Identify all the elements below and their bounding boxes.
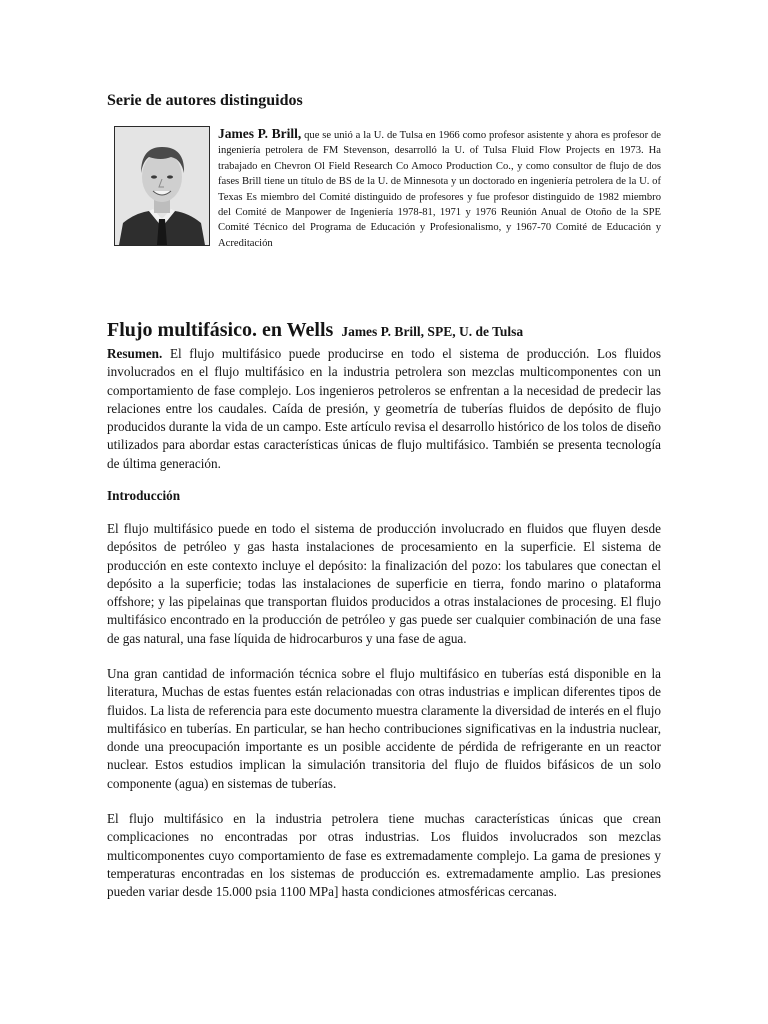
body-paragraph: Una gran cantidad de información técnica sobre el flujo multifásico en tuberías está disponible en la literatura, Muchas de estas fuentes están relacionadas con otras industrias e implican diferentes tipos de fluidos. La lista de referencia para este documento muestra claramente la diversidad de interés en el flujo multifásico en tuberías. En particular, se han hecho contribuciones significativas en la industria nuclear, donde una preocupación importante es un posible accidente de pérdida de refrigerante en un reactor nuclear. Estos estudios implican la simulación transitoria del flujo de fluidos bifásicos de un solo componente (agua) en sistemas de tuberías. xyxy=(107,666,662,791)
abstract-paragraph xyxy=(107,345,661,473)
article-title-main: Flujo multifásico. en Wells xyxy=(107,319,334,341)
article-byline: James P. Brill, SPE, U. de Tulsa xyxy=(341,324,524,339)
abstract-label: Resumen. xyxy=(107,346,163,361)
article-title xyxy=(107,307,523,344)
portrait-illustration xyxy=(115,127,209,245)
body-paragraph: El flujo multifásico puede en todo el sistema de producción involucrado en fluidos que fluyen desde depósitos de petróleo y gas hasta instalaciones de procesamiento en la superficie. El sistema de producción en este contexto incluye el depósito: la finalización del pozo: los tabulares que conectan el depósito a la superficie; todas las instalaciones de superficie en tierra, fondo marino o plataforma offshore; y las pipelainas que transportan fluidos producidos a otras instalaciones de procesing. El flujo multifásico encontrado en la producción de petróleo y gas puede ser cualquier combinación de una fase de gas natural, una fase líquida de hidrocarburos y una fase de agua. xyxy=(107,521,661,646)
body-paragraph: El flujo multifásico en la industria petrolera tiene muchas características únicas que crean complicaciones no encontradas por otras industrias. Los fluidos involucrados son mezclas multicomponentes cuyo comportamiento de fase es extremadamente complejo. La gama de presiones y temperaturas encontradas en los sistemas de producción es. extremadamente amplio. Las presiones pueden variar desde 15.000 psia 1100 MPa] hasta condiciones atmosféricas cercanas. xyxy=(107,811,661,900)
author-name: James P. Brill, xyxy=(218,126,302,141)
author-bio xyxy=(218,126,661,251)
intro-heading: Introducción xyxy=(107,488,181,503)
author-bio-text: que se unió a la U. de Tulsa en 1966 como profesor asistente y ahora es profesor de ingeniería petrolera de FM Stevenson, desarrolló la U. of Tulsa Fluid Flow Projects en 1973. Ha trabajado en Chevron Ol Field Research Co Amoco Production Co., y como consultor de flujo de dos fases Brill tiene un título de BS de la U. de Minnesota y un doctorado en ingeniería petrolera de la U. of Texas Es miembro del Comité distinguido de profesores y fue profesor distinguido de 1982 miembro del Comité de Manpower de Ingeniería 1978-81, 1971 y 1976 Reunión Anual de Otoño de la SPE Comité Técnico del Programa de Educación y Profesionalismo, y 1967-70 Comité de Educación y Acreditación xyxy=(218,130,661,249)
abstract-text: El flujo multifásico puede producirse en todo el sistema de producción. Los fluidos involucrados en el flujo multifásico en la industria petrolera son mezclas multicomponentes con un comportamiento de fase complejo. Los ingenieros petroleros se enfrentan a la necesidad de predecir las relaciones entre los caudales. Caída de presión, y geometría de tuberías fluidos de depósito de flujo producidos durante la vida de un campo. Este artículo revisa el desarrollo histórico de los tolos de diseño utilizados para abordar estas características únicas de flujo multifásico. También se presenta tecnología de última generación. xyxy=(107,346,661,471)
author-portrait-photo xyxy=(114,126,210,246)
series-heading: Serie de autores distinguidos xyxy=(107,92,303,109)
